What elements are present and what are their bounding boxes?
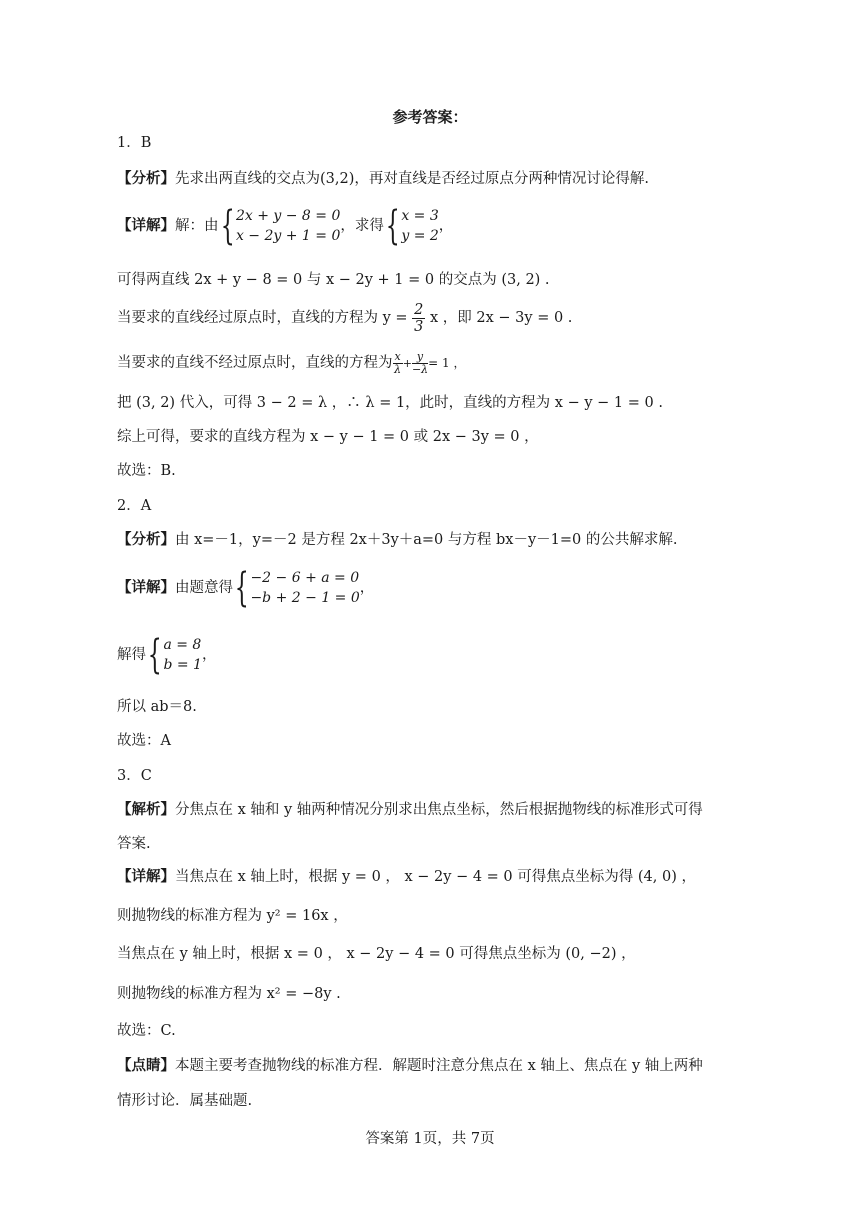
q1-line-3 [117,346,465,381]
page-footer: 答案第 1页，共 7页 [365,1131,495,1147]
equation-system [236,206,340,246]
analysis-text: 分焦点在 x 轴和 y 轴两种情况分别求出焦点坐标，然后根据抛物线的标准形式可得 [175,802,703,818]
text: 解得 [117,647,146,663]
equation: 2x + y − 8 = 0 [235,208,341,224]
text: 本题主要考查抛物线的标准方程．解题时注意分焦点在 x 轴上、焦点在 y 轴上两种 [175,1058,703,1074]
brace: { [220,203,235,249]
q3-line-4: 则抛物线的标准方程为 x² = −8y . [117,986,341,1002]
numerator: 2 [414,301,424,318]
denominator: λ [394,362,402,376]
q3-analysis [117,800,703,820]
q1-line-5: 综上可得，要求的直线方程为 x − y − 1 = 0 或 2x − 3y = 0 ， [117,429,539,445]
q2-solve [117,632,217,678]
analysis-tag: 【解析】 [117,801,175,818]
q1-line-2 [117,300,572,336]
q1-line-6: 故选：B. [117,463,176,479]
equation: x − 2y + 1 = 0 [235,228,341,244]
q2-analysis [117,530,677,550]
q3-analysis-cont: 答案. [117,836,151,852]
numerator: x [394,349,401,363]
analysis-text: 由 x=－1，y=－2 是方程 2x＋3y＋a=0 与方程 bx－y－1=0 的公共解求解. [175,532,678,548]
detail-post: ， [438,218,454,234]
text: ， [359,580,375,596]
q3-comment-cont: 情形讨论．属基础题. [117,1093,253,1109]
q1-line-1: 可得两直线 2x + y − 8 = 0 与 x − 2y + 1 = 0 的交点为 (3, 2) . [117,272,550,288]
text: x ，即 2x − 3y = 0 . [430,310,573,326]
q3-answer: 3．C [117,768,152,784]
q1-detail [117,203,454,249]
equation: −2 − 6 + a = 0 [250,570,360,586]
equation-system [250,568,359,608]
equation: y = 2 [401,228,439,244]
q1-answer: 1．B [117,135,152,151]
text: 当要求的直线不经过原点时，直线的方程为 [117,355,393,371]
denominator: 3 [414,318,424,335]
q2-detail [117,565,375,611]
detail-tag: 【详解】 [117,217,175,234]
q2-answer: 2．A [117,498,152,514]
comment-tag: 【点睛】 [117,1057,175,1074]
equation: −b + 2 − 1 = 0 [250,590,360,606]
fraction [412,351,428,376]
detail-mid: ，求得 [340,218,384,234]
solution-system [401,206,438,246]
numerator: y [412,351,428,364]
denominator: −λ [411,362,429,376]
text: 当要求的直线经过原点时，直线的方程为 y = [117,310,408,326]
detail-pre: 解：由 [175,218,219,234]
analysis-tag: 【分析】 [117,170,175,187]
equation: x = 3 [401,208,439,224]
text: ， [201,647,217,663]
q2-line-2: 故选：A [117,733,171,749]
q3-line-2: 则抛物线的标准方程为 y² = 16x ， [117,908,348,924]
solution-system [163,635,202,675]
brace: { [234,565,249,611]
equation: a = 8 [163,637,202,653]
text: = 1 ， [428,356,466,370]
brace: { [147,632,162,678]
analysis-text: 先求出两直线的交点为(3,2)，再对直线是否经过原点分两种情况讨论得解. [175,171,649,187]
brace: { [385,203,400,249]
q2-line-1: 所以 ab＝8. [117,699,197,715]
analysis-tag: 【分析】 [117,531,175,548]
fraction [393,351,403,376]
q1-line-4: 把 (3, 2) 代入，可得 3 − 2 = λ ，∴ λ = 1，此时，直线的方程为 x − y − 1 = 0 . [117,395,663,411]
detail-tag: 【详解】 [117,579,175,596]
detail-tag: 【详解】 [117,868,175,885]
q3-detail [117,867,696,887]
q3-comment [117,1056,703,1076]
text: 当焦点在 x 轴上时，根据 y = 0 ， x − 2y − 4 = 0 可得焦点坐标为得 (4, 0) ， [175,869,696,885]
q3-line-5: 故选：C. [117,1023,176,1039]
text: 由题意得 [175,580,233,596]
page-title: 参考答案： [392,108,468,126]
plus-sign: + [402,357,412,370]
q3-line-3: 当焦点在 y 轴上时，根据 x = 0 ， x − 2y − 4 = 0 可得焦点坐标为 (0, −2) ， [117,946,636,962]
fraction [412,302,425,335]
equation: b = 1 [163,657,202,673]
q1-analysis [117,169,649,189]
